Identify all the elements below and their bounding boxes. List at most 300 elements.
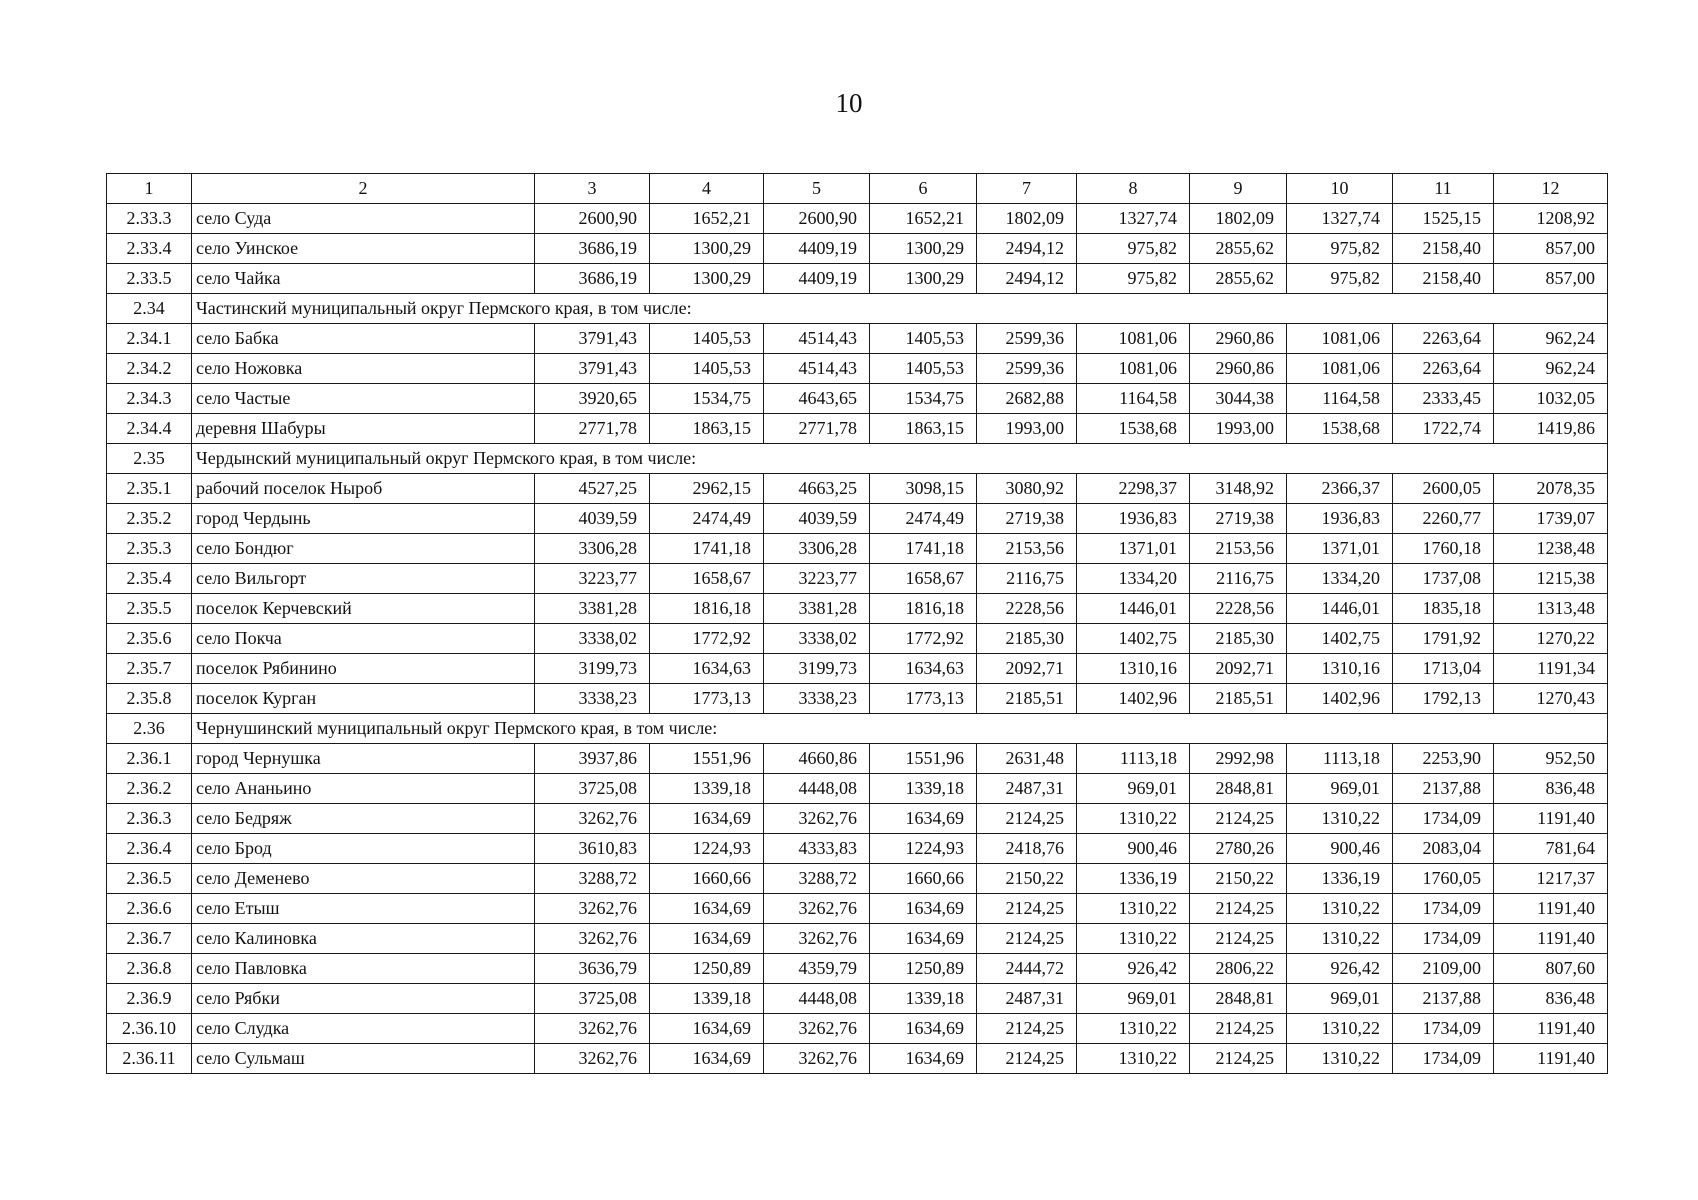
column-header: 3 (535, 174, 650, 204)
column-header: 7 (977, 174, 1077, 204)
row-number: 2.33.3 (107, 204, 192, 234)
value-cell: 1652,21 (870, 204, 977, 234)
value-cell: 1402,96 (1287, 684, 1393, 714)
value-cell: 1238,48 (1494, 534, 1608, 564)
value-cell: 3920,65 (535, 384, 650, 414)
column-header: 6 (870, 174, 977, 204)
value-cell: 1250,89 (870, 954, 977, 984)
table-row (107, 474, 1608, 504)
value-cell: 1713,04 (1393, 654, 1494, 684)
value-cell: 3306,28 (535, 534, 650, 564)
value-cell: 2153,56 (1190, 534, 1287, 564)
settlement-name: село Калиновка (192, 924, 535, 954)
value-cell: 4643,65 (764, 384, 870, 414)
value-cell: 836,48 (1494, 774, 1608, 804)
value-cell: 1405,53 (650, 354, 764, 384)
value-cell: 2600,05 (1393, 474, 1494, 504)
value-cell: 1371,01 (1287, 534, 1393, 564)
row-number: 2.33.4 (107, 234, 192, 264)
value-cell: 2780,26 (1190, 834, 1287, 864)
value-cell: 969,01 (1287, 984, 1393, 1014)
value-cell: 2092,71 (977, 654, 1077, 684)
value-cell: 1191,40 (1494, 1044, 1608, 1074)
table-row (107, 234, 1608, 264)
value-cell: 1816,18 (870, 594, 977, 624)
value-cell: 781,64 (1494, 834, 1608, 864)
value-cell: 3338,23 (535, 684, 650, 714)
value-cell: 2158,40 (1393, 234, 1494, 264)
value-cell: 2474,49 (650, 504, 764, 534)
value-cell: 1734,09 (1393, 924, 1494, 954)
value-cell: 969,01 (1287, 774, 1393, 804)
value-cell: 2848,81 (1190, 984, 1287, 1014)
settlement-name: село Сульмаш (192, 1044, 535, 1074)
value-cell: 1310,22 (1287, 924, 1393, 954)
value-cell: 975,82 (1077, 264, 1190, 294)
value-cell: 3223,77 (535, 564, 650, 594)
group-row (107, 444, 1608, 474)
value-cell: 3223,77 (764, 564, 870, 594)
value-cell: 2333,45 (1393, 384, 1494, 414)
value-cell: 1734,09 (1393, 804, 1494, 834)
value-cell: 4039,59 (764, 504, 870, 534)
value-cell: 2185,30 (977, 624, 1077, 654)
page-number: 10 (835, 88, 863, 118)
value-cell: 4448,08 (764, 984, 870, 1014)
column-header: 1 (107, 174, 192, 204)
value-cell: 2124,25 (977, 1014, 1077, 1044)
value-cell: 962,24 (1494, 324, 1608, 354)
value-cell: 2444,72 (977, 954, 1077, 984)
value-cell: 2631,48 (977, 744, 1077, 774)
value-cell: 4333,83 (764, 834, 870, 864)
value-cell: 3937,86 (535, 744, 650, 774)
value-cell: 1446,01 (1287, 594, 1393, 624)
value-cell: 1334,20 (1287, 564, 1393, 594)
settlement-name: село Покча (192, 624, 535, 654)
value-cell: 2682,88 (977, 384, 1077, 414)
value-cell: 1634,69 (650, 1044, 764, 1074)
value-cell: 1327,74 (1287, 204, 1393, 234)
value-cell: 2185,51 (1190, 684, 1287, 714)
value-cell: 1405,53 (650, 324, 764, 354)
value-cell: 3725,08 (535, 774, 650, 804)
table-body (107, 174, 1608, 1074)
value-cell: 1164,58 (1077, 384, 1190, 414)
value-cell: 1300,29 (870, 264, 977, 294)
value-cell: 2992,98 (1190, 744, 1287, 774)
table-row (107, 684, 1608, 714)
value-cell: 3199,73 (764, 654, 870, 684)
value-cell: 3262,76 (764, 1044, 870, 1074)
value-cell: 2962,15 (650, 474, 764, 504)
value-cell: 1802,09 (1190, 204, 1287, 234)
settlement-name: поселок Керчевский (192, 594, 535, 624)
value-cell: 1739,07 (1494, 504, 1608, 534)
value-cell: 3098,15 (870, 474, 977, 504)
table-row (107, 1044, 1608, 1074)
settlement-name: село Слудка (192, 1014, 535, 1044)
value-cell: 1816,18 (650, 594, 764, 624)
value-cell: 1737,08 (1393, 564, 1494, 594)
value-cell: 1270,22 (1494, 624, 1608, 654)
value-cell: 2124,25 (977, 804, 1077, 834)
value-cell: 2366,37 (1287, 474, 1393, 504)
value-cell: 1634,69 (650, 894, 764, 924)
value-cell: 2109,00 (1393, 954, 1494, 984)
value-cell: 975,82 (1287, 264, 1393, 294)
value-cell: 900,46 (1077, 834, 1190, 864)
group-row (107, 714, 1608, 744)
table-row (107, 804, 1608, 834)
value-cell: 1405,53 (870, 324, 977, 354)
value-cell: 1402,75 (1287, 624, 1393, 654)
table-row (107, 504, 1608, 534)
row-number: 2.34.4 (107, 414, 192, 444)
value-cell: 836,48 (1494, 984, 1608, 1014)
value-cell: 2719,38 (977, 504, 1077, 534)
value-cell: 1310,22 (1077, 1044, 1190, 1074)
value-cell: 2083,04 (1393, 834, 1494, 864)
value-cell: 1224,93 (870, 834, 977, 864)
row-number: 2.36.9 (107, 984, 192, 1014)
value-cell: 2137,88 (1393, 984, 1494, 1014)
value-cell: 4663,25 (764, 474, 870, 504)
column-header: 11 (1393, 174, 1494, 204)
settlement-name: село Ножовка (192, 354, 535, 384)
value-cell: 1310,22 (1077, 924, 1190, 954)
settlement-name: город Чернушка (192, 744, 535, 774)
value-cell: 2124,25 (1190, 1044, 1287, 1074)
column-header: 2 (192, 174, 535, 204)
table-row (107, 894, 1608, 924)
value-cell: 1652,21 (650, 204, 764, 234)
table-row (107, 594, 1608, 624)
value-cell: 2092,71 (1190, 654, 1287, 684)
value-cell: 1660,66 (650, 864, 764, 894)
value-cell: 2185,51 (977, 684, 1077, 714)
value-cell: 4660,86 (764, 744, 870, 774)
value-cell: 2855,62 (1190, 264, 1287, 294)
row-number: 2.36.7 (107, 924, 192, 954)
value-cell: 1402,96 (1077, 684, 1190, 714)
value-cell: 1446,01 (1077, 594, 1190, 624)
value-cell: 1773,13 (650, 684, 764, 714)
row-number: 2.36.1 (107, 744, 192, 774)
value-cell: 3636,79 (535, 954, 650, 984)
value-cell: 2487,31 (977, 774, 1077, 804)
value-cell: 2137,88 (1393, 774, 1494, 804)
value-cell: 2848,81 (1190, 774, 1287, 804)
settlement-name: рабочий поселок Ныроб (192, 474, 535, 504)
table-row (107, 954, 1608, 984)
value-cell: 3306,28 (764, 534, 870, 564)
value-cell: 857,00 (1494, 264, 1608, 294)
value-cell: 2600,90 (535, 204, 650, 234)
value-cell: 2124,25 (977, 924, 1077, 954)
value-cell: 1339,18 (650, 984, 764, 1014)
row-number: 2.35.6 (107, 624, 192, 654)
value-cell: 4409,19 (764, 234, 870, 264)
group-title: Частинский муниципальный округ Пермского края, в том числе: (192, 294, 1608, 324)
tariff-table (106, 173, 1608, 1074)
table-row (107, 774, 1608, 804)
value-cell: 1215,38 (1494, 564, 1608, 594)
settlement-name: село Рябки (192, 984, 535, 1014)
value-cell: 3262,76 (764, 804, 870, 834)
value-cell: 1993,00 (1190, 414, 1287, 444)
row-number: 2.35.7 (107, 654, 192, 684)
value-cell: 1791,92 (1393, 624, 1494, 654)
value-cell: 969,01 (1077, 984, 1190, 1014)
value-cell: 1270,43 (1494, 684, 1608, 714)
table-row (107, 564, 1608, 594)
value-cell: 2771,78 (535, 414, 650, 444)
value-cell: 962,24 (1494, 354, 1608, 384)
row-number: 2.36.8 (107, 954, 192, 984)
value-cell: 3791,43 (535, 324, 650, 354)
group-title: Чернушинский муниципальный округ Пермского края, в том числе: (192, 714, 1608, 744)
value-cell: 2494,12 (977, 234, 1077, 264)
value-cell: 1224,93 (650, 834, 764, 864)
column-header: 5 (764, 174, 870, 204)
value-cell: 1792,13 (1393, 684, 1494, 714)
settlement-name: село Уинское (192, 234, 535, 264)
value-cell: 1419,86 (1494, 414, 1608, 444)
row-number: 2.36 (107, 714, 192, 744)
settlement-name: село Ананьино (192, 774, 535, 804)
value-cell: 3338,02 (764, 624, 870, 654)
value-cell: 2418,76 (977, 834, 1077, 864)
value-cell: 2124,25 (1190, 894, 1287, 924)
value-cell: 2494,12 (977, 264, 1077, 294)
value-cell: 1863,15 (870, 414, 977, 444)
value-cell: 3262,76 (764, 924, 870, 954)
value-cell: 2263,64 (1393, 354, 1494, 384)
value-cell: 2855,62 (1190, 234, 1287, 264)
value-cell: 1936,83 (1077, 504, 1190, 534)
group-title: Чердынский муниципальный округ Пермского края, в том числе: (192, 444, 1608, 474)
row-number: 2.35.8 (107, 684, 192, 714)
table-row (107, 384, 1608, 414)
value-cell: 1208,92 (1494, 204, 1608, 234)
value-cell: 1660,66 (870, 864, 977, 894)
value-cell: 1634,69 (870, 1014, 977, 1044)
table-row (107, 354, 1608, 384)
value-cell: 3381,28 (764, 594, 870, 624)
value-cell: 1634,63 (870, 654, 977, 684)
value-cell: 1191,40 (1494, 804, 1608, 834)
value-cell: 3686,19 (535, 264, 650, 294)
value-cell: 1551,96 (650, 744, 764, 774)
value-cell: 975,82 (1287, 234, 1393, 264)
value-cell: 807,60 (1494, 954, 1608, 984)
settlement-name: село Брод (192, 834, 535, 864)
value-cell: 1734,09 (1393, 1044, 1494, 1074)
settlement-name: город Чердынь (192, 504, 535, 534)
value-cell: 2116,75 (1190, 564, 1287, 594)
value-cell: 1802,09 (977, 204, 1077, 234)
settlement-name: село Чайка (192, 264, 535, 294)
column-header: 10 (1287, 174, 1393, 204)
value-cell: 3262,76 (535, 924, 650, 954)
value-cell: 2719,38 (1190, 504, 1287, 534)
value-cell: 3262,76 (535, 894, 650, 924)
value-cell: 1772,92 (870, 624, 977, 654)
value-cell: 2153,56 (977, 534, 1077, 564)
group-row (107, 294, 1608, 324)
value-cell: 1634,63 (650, 654, 764, 684)
value-cell: 1722,74 (1393, 414, 1494, 444)
settlement-name: село Бедряж (192, 804, 535, 834)
value-cell: 1936,83 (1287, 504, 1393, 534)
column-header: 9 (1190, 174, 1287, 204)
value-cell: 4409,19 (764, 264, 870, 294)
value-cell: 2124,25 (1190, 924, 1287, 954)
value-cell: 1339,18 (870, 774, 977, 804)
value-cell: 3381,28 (535, 594, 650, 624)
table-row (107, 744, 1608, 774)
column-header: 4 (650, 174, 764, 204)
value-cell: 1191,40 (1494, 924, 1608, 954)
value-cell: 1032,05 (1494, 384, 1608, 414)
value-cell: 2185,30 (1190, 624, 1287, 654)
value-cell: 1310,22 (1077, 894, 1190, 924)
value-cell: 1835,18 (1393, 594, 1494, 624)
value-cell: 1734,09 (1393, 1014, 1494, 1044)
value-cell: 2600,90 (764, 204, 870, 234)
settlement-name: поселок Курган (192, 684, 535, 714)
row-number: 2.33.5 (107, 264, 192, 294)
value-cell: 2150,22 (977, 864, 1077, 894)
value-cell: 1538,68 (1287, 414, 1393, 444)
row-number: 2.35 (107, 444, 192, 474)
value-cell: 1534,75 (650, 384, 764, 414)
value-cell: 1334,20 (1077, 564, 1190, 594)
value-cell: 1164,58 (1287, 384, 1393, 414)
value-cell: 1634,69 (870, 894, 977, 924)
value-cell: 1191,34 (1494, 654, 1608, 684)
table-row (107, 624, 1608, 654)
value-cell: 3044,38 (1190, 384, 1287, 414)
value-cell: 2298,37 (1077, 474, 1190, 504)
value-cell: 4527,25 (535, 474, 650, 504)
column-header: 8 (1077, 174, 1190, 204)
value-cell: 3262,76 (764, 1014, 870, 1044)
row-number: 2.34.1 (107, 324, 192, 354)
row-number: 2.35.1 (107, 474, 192, 504)
row-number: 2.36.10 (107, 1014, 192, 1044)
value-cell: 2124,25 (977, 894, 1077, 924)
value-cell: 2599,36 (977, 354, 1077, 384)
table-row (107, 204, 1608, 234)
value-cell: 1371,01 (1077, 534, 1190, 564)
value-cell: 3686,19 (535, 234, 650, 264)
value-cell: 1760,05 (1393, 864, 1494, 894)
value-cell: 3262,76 (764, 894, 870, 924)
value-cell: 2487,31 (977, 984, 1077, 1014)
value-cell: 1313,48 (1494, 594, 1608, 624)
value-cell: 1336,19 (1077, 864, 1190, 894)
value-cell: 1310,22 (1287, 1014, 1393, 1044)
value-cell: 2253,90 (1393, 744, 1494, 774)
value-cell: 2228,56 (1190, 594, 1287, 624)
value-cell: 1310,22 (1287, 894, 1393, 924)
table-header-row (107, 174, 1608, 204)
value-cell: 1310,16 (1077, 654, 1190, 684)
table-row (107, 834, 1608, 864)
value-cell: 1634,69 (870, 924, 977, 954)
value-cell: 1250,89 (650, 954, 764, 984)
value-cell: 1405,53 (870, 354, 977, 384)
value-cell: 4359,79 (764, 954, 870, 984)
table-row (107, 864, 1608, 894)
value-cell: 3791,43 (535, 354, 650, 384)
settlement-name: село Етыш (192, 894, 535, 924)
settlement-name: село Суда (192, 204, 535, 234)
value-cell: 3262,76 (535, 1044, 650, 1074)
value-cell: 2116,75 (977, 564, 1077, 594)
row-number: 2.35.2 (107, 504, 192, 534)
value-cell: 1538,68 (1077, 414, 1190, 444)
value-cell: 2806,22 (1190, 954, 1287, 984)
value-cell: 1191,40 (1494, 894, 1608, 924)
row-number: 2.34 (107, 294, 192, 324)
value-cell: 1741,18 (650, 534, 764, 564)
settlement-name: село Частые (192, 384, 535, 414)
value-cell: 926,42 (1287, 954, 1393, 984)
value-cell: 3080,92 (977, 474, 1077, 504)
row-number: 2.36.11 (107, 1044, 192, 1074)
value-cell: 3199,73 (535, 654, 650, 684)
value-cell: 1310,22 (1287, 804, 1393, 834)
row-number: 2.34.3 (107, 384, 192, 414)
row-number: 2.35.5 (107, 594, 192, 624)
value-cell: 1993,00 (977, 414, 1077, 444)
value-cell: 2960,86 (1190, 324, 1287, 354)
value-cell: 1191,40 (1494, 1014, 1608, 1044)
value-cell: 1534,75 (870, 384, 977, 414)
settlement-name: село Деменево (192, 864, 535, 894)
row-number: 2.36.6 (107, 894, 192, 924)
value-cell: 1402,75 (1077, 624, 1190, 654)
value-cell: 1081,06 (1077, 354, 1190, 384)
value-cell: 1634,69 (650, 804, 764, 834)
settlement-name: село Бондюг (192, 534, 535, 564)
value-cell: 1734,09 (1393, 894, 1494, 924)
value-cell: 1339,18 (870, 984, 977, 1014)
row-number: 2.36.3 (107, 804, 192, 834)
row-number: 2.35.4 (107, 564, 192, 594)
value-cell: 1525,15 (1393, 204, 1494, 234)
value-cell: 952,50 (1494, 744, 1608, 774)
table-row (107, 264, 1608, 294)
value-cell: 3288,72 (535, 864, 650, 894)
value-cell: 4514,43 (764, 354, 870, 384)
table-row (107, 534, 1608, 564)
value-cell: 1634,69 (650, 1014, 764, 1044)
value-cell: 3338,23 (764, 684, 870, 714)
value-cell: 1081,06 (1287, 354, 1393, 384)
value-cell: 4039,59 (535, 504, 650, 534)
column-header: 12 (1494, 174, 1608, 204)
settlement-name: деревня Шабуры (192, 414, 535, 444)
value-cell: 2124,25 (1190, 1014, 1287, 1044)
value-cell: 1310,22 (1287, 1044, 1393, 1074)
value-cell: 2599,36 (977, 324, 1077, 354)
row-number: 2.34.2 (107, 354, 192, 384)
value-cell: 2228,56 (977, 594, 1077, 624)
